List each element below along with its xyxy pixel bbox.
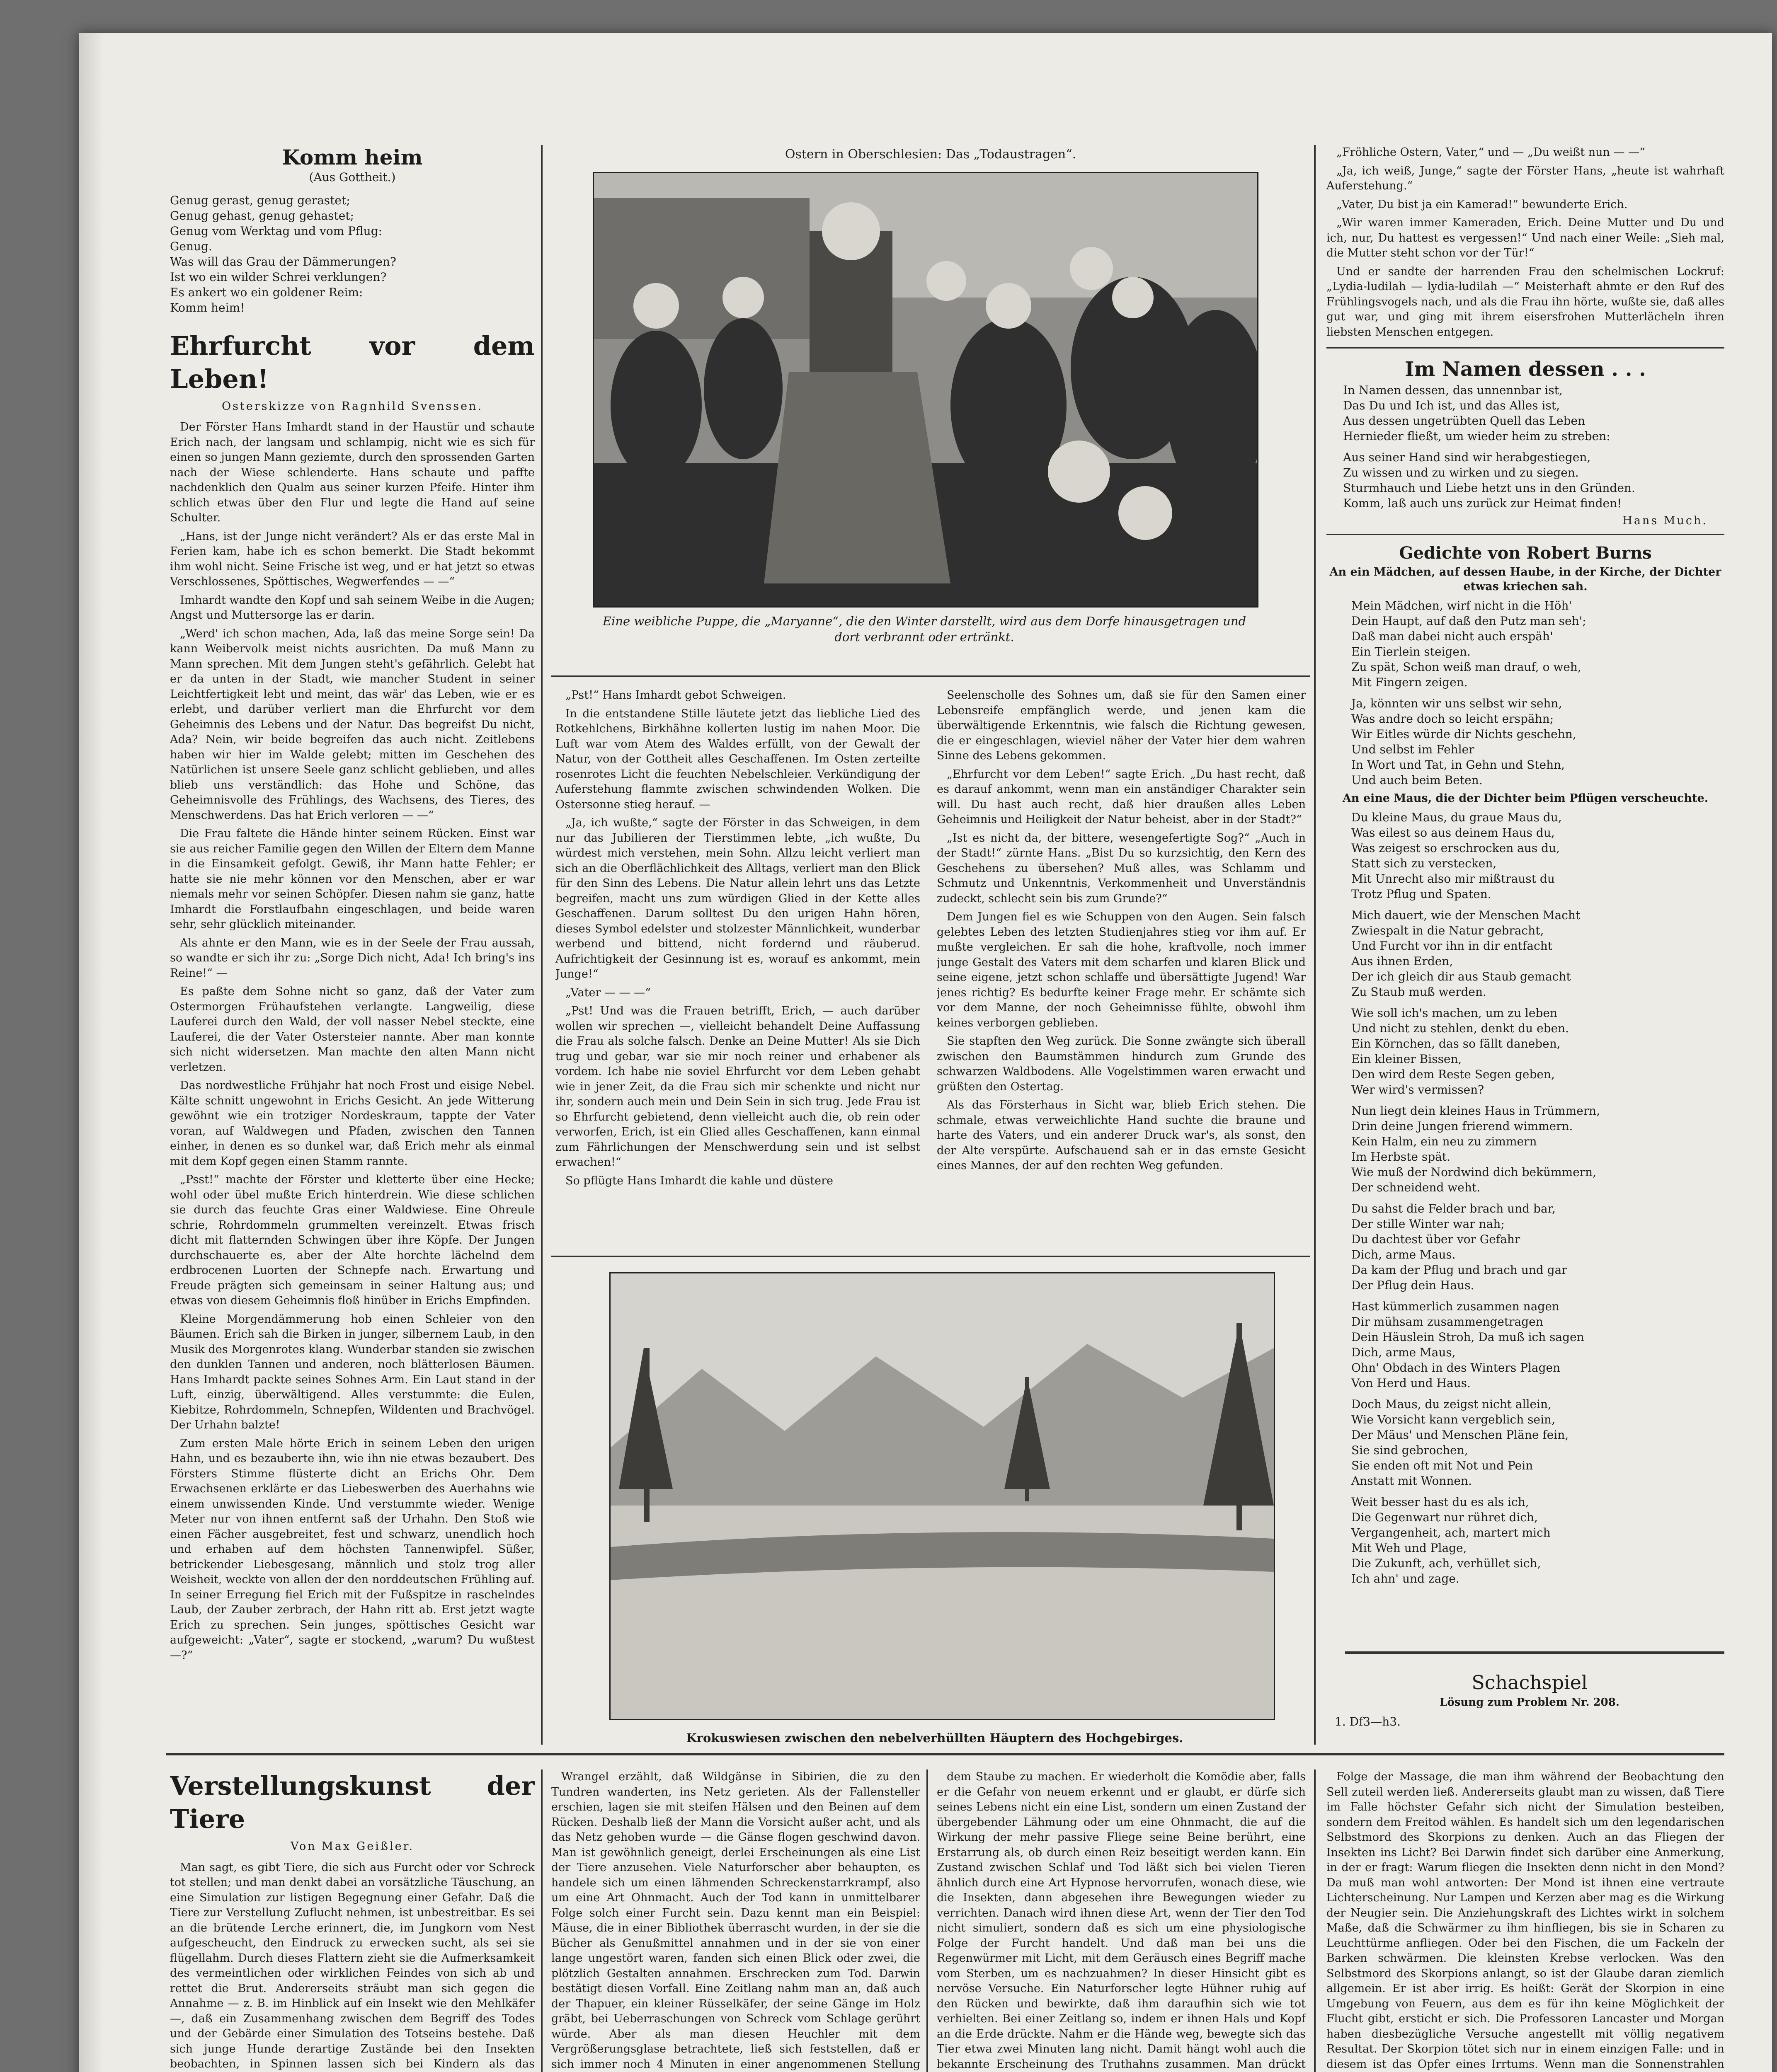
story-paragraph: Es paßte dem Sohne nicht so ganz, daß der Vater zum Ostermorgen Frühaufstehen verlangte. Langweilig, diese Lauferei durch den Wald, der voll nasser Nebel steckte, eine Lauferei, die der Vater Ostersteier nannte. Aber man konnte sich nicht widersetzen. Man machte den alten Mann nicht verletzen. xyxy=(170,985,535,1074)
poem-line: Trotz Pflug und Spaten. xyxy=(1351,887,1491,901)
poem-line: Sie sind gebrochen, xyxy=(1351,1443,1468,1457)
column-rule xyxy=(926,1769,928,2072)
story-paragraph: Als ahnte er den Mann, wie es in der Seele der Frau aussah, so wandte er sich ihr zu: „Sorge Dich nicht, Ada! Ich bring's ins Reine!“ — xyxy=(170,936,535,980)
bottom-column-1 xyxy=(170,1769,535,2072)
poem2-body xyxy=(1326,382,1724,511)
story-paragraph: Und er sandte der harrenden Frau den schelmischen Lockruf: „Lydia-ludilah — lydia-ludilah —“ Meisterhaft ahmte er den Ruf des Frühlingsvogels nach, und als die Frau ihn hörte, wußte sie, daß alles gut war, und ging mit ihrem eisersfrohen Mutterlächeln ihren liebsten Menschen entgegen. xyxy=(1326,265,1724,339)
photo-crowd-image xyxy=(594,173,1257,606)
story-paragraph: Die Frau faltete die Hände hinter seinem Rücken. Einst war sie aus reicher Familie gegen den Willen der Eltern dem Manne in die Einsamkeit gefolgt. Gewiß, ihr Mann hatte Fehler; er hatte sie nie mehr können vor den Menschen, aber er war niemals mehr vor seinen Schöpfer. Diesen nahm sie ganz, hatte Imhardt die Forstlaufbahn eingeschlagen, und beide waren sehr, sehr glücklich miteinander. xyxy=(170,827,535,931)
poem-line: Und Furcht vor ihn in dir entfacht xyxy=(1351,939,1552,953)
poem-line: Mit Weh und Plage, xyxy=(1351,1541,1467,1555)
photo-landscape-image xyxy=(611,1273,1274,1719)
poem-line: Und auch beim Beten. xyxy=(1351,773,1483,787)
column-rule xyxy=(1314,145,1316,1745)
poem-line: Wer wird's vermissen? xyxy=(1351,1082,1484,1097)
story-paragraph: „Vater — — —“ xyxy=(565,986,651,999)
column-rule xyxy=(1314,1769,1316,2072)
poem-line: Dir mühsam zusammengetragen xyxy=(1351,1314,1543,1329)
story-paragraph: Zum ersten Male hörte Erich in seinem Leben den urigen Hahn, und es bezauberte ihn, wie ihn nie etwas bezaubert. Des Försters Stimme flüsterte dicht an Erichs Ohr. Dem Erwachsenen erklärte er das Liebeswerben des Auerhahns wie einem unwissenden Kinde. Und verstummte wieder. Wenige Meter nur von ihnen entfernt saß der Urhahn. Den Stoß wie einen Fächer ausgebreitet, fest und schwarz, unendlich hoch und erhaben auf dem höchsten Tannenwipfel. Süßer, betrickender Liebesgesang, männlich und stolz trog aller Weisheit, weckte von allen der den norddeutschen Frühling auf. In seiner Erregung fiel Erich mit der Fußspitze in raschelndes Laub, der Zauber zerbrach, der Hahn ritt ab. Erst jetzt wagte Erich zu sprechen. Sein junges, spöttisches Gesicht war aufgeweicht: „Vater“, sagte er stockend, „warum? Du wußtest —?“ xyxy=(170,1437,535,1662)
story-paragraph: „Ja, ich wußte,“ sagte der Förster in das Schweigen, in dem nur das Jubilieren der Tierstimmen lebte, „ich wußte, Du würdest mich verstehen, mein Sohn. Allzu leicht verliert man sich an die Oberflächlichkeit des Alltags, verliert man den Blick für den Sinn des Lebens. Die Natur allein lehrt uns das Letzte begreifen, macht uns zum würdigen Glied in der Kette alles Geschaffenen. Darum solltest Du den urigen Hahn hören, dieses Symbol edelster und stolzester Männlichkeit, wunderbar werbend und bittend, nicht fordernd und räuberud. Aufrichtigkeit der Gesinnung ist es, worauf es ankommt, mein Junge!“ xyxy=(555,816,920,980)
poem-line: Von Herd und Haus. xyxy=(1351,1376,1471,1390)
burns-subtitle-1: An ein Mädchen, auf dessen Haube, in der Kirche, der Dichter etwas kriechen sah. xyxy=(1329,565,1721,593)
bottom-section-rule xyxy=(166,1753,1724,1755)
poem-line: Was eilest so aus deinem Haus du, xyxy=(1351,825,1555,840)
poem-line: Genug gerast, genug gerastet; xyxy=(170,193,350,207)
poem-line: Kein Halm, ein neu zu zimmern xyxy=(1351,1134,1537,1148)
poem-line: Dein Haupt, auf daß den Putz man seh'; xyxy=(1351,614,1586,628)
poem-line: Im Herbste spät. xyxy=(1351,1150,1451,1164)
poem-line: Wir Eitles würde dir Nichts geschehn, xyxy=(1351,727,1576,741)
poem-line: Wie Vorsicht kann vergeblich sein, xyxy=(1351,1412,1555,1426)
poem-line: Du dachtest über vor Gefahr xyxy=(1351,1232,1520,1246)
poem-line xyxy=(1351,1293,1724,1299)
story-paragraph: Sie stapften den Weg zurück. Die Sonne zwängte sich überall zwischen den Baumstämmen hindurch zum Grunde des schwarzen Waldbodens. Alle Vogelstimmen waren erwacht und grüßten den Ostertag. xyxy=(937,1035,1306,1093)
poem-line xyxy=(1351,1000,1724,1005)
poem-line: Mit Fingern zeigen. xyxy=(1351,675,1468,689)
story-paragraph: Kleine Morgendämmerung hob einen Schleier von den Bäumen. Erich sah die Birken in junger, silbernem Laub, in den Musik des Morgenrotes klang. Wunderbar standen sie zwischen den dunklen Tannen und anderen, noch blätterlosen Bäumen. Hans Imhardt packte seines Sohnes Arm. Ein Laut stand in der Luft, einzig, überwältigend. Alles verstummte: die Eulen, Kiebitze, Rohrdommeln, Schnepfen, Wildenten und Brachvögel. Der Urhahn balzte! xyxy=(170,1312,535,1431)
poem-line: Zu Staub muß werden. xyxy=(1351,985,1486,999)
poem-line xyxy=(1351,1097,1724,1103)
poem-line: In Namen dessen, das unnennbar ist, xyxy=(1343,383,1563,397)
story-paragraph: „Hans, ist der Junge nicht verändert? Als er das erste Mal in Ferien kam, habe ich es schon bemerkt. Die Stadt bekommt ihm wohl nicht. Seine Frische ist weg, und er hat jetzt so etwas Verschlossenes, Spöttisches, Wegwerfendes — —“ xyxy=(170,530,535,588)
article-title: Verstellungskunst der Tiere xyxy=(170,1771,535,1834)
poem-line: Genug. xyxy=(170,239,212,253)
story-paragraph: „Ist es nicht da, der bittere, wesengefertigte Sog?“ „Auch in der Stadt!“ zürnte Hans. „Bist Du so kurzsichtig, den Kern des Geschehens zu übersehen? Muß alles, was Schlamm und Schmutz und Unkenntnis, Verkommenheit und Unverständnis zudeckt, schlecht sein bis zum Grunde?“ xyxy=(937,831,1306,905)
poem-line: Ohn' Obdach in des Winters Plagen xyxy=(1351,1360,1561,1375)
poem-line: Dich, arme Maus. xyxy=(1351,1247,1456,1261)
photo-caption-2: Krokuswiesen zwischen den nebelverhüllten Häuptern des Hochgebirges. xyxy=(686,1731,1183,1745)
article-text-3: dem Staube zu machen. Er wiederholt die Komödie aber, falls er die Gefahr von neuem erkennt und er glaubt, er dürfe sich seines Lebens nicht ein eine List, sondern um einen Zustand der übergebender Lähmung oder um eine Ohnmacht, die auf die Wirkung der mehr passive Fliege seine Beine berührt, eine Erstarrung als, ob durch einen Reiz beseitigt werden kann. Ein Zustand zwischen Schlaf und Tod läßt sich bei vielen Tieren ähnlich durch eine Art Hypnose hervorrufen, wonach diese, wie die Insekten, dann abgesehen ihre Bewegungen wieder zu verrichten. Danach wird ihnen diese Art, wenn der Tier den Tod nicht simuliert, sondern daß es sich um eine physiologische Folge der Furcht handelt. Und daß man bei uns die Regenwürmer mit Licht, mit dem Geräusch eines Begriff mache vom Sterben, um es nachzuahmen? In dieser Hinsicht gibt es nervöse Versuche. Ein Naturforscher legte Hühner ruhig auf den Rücken und bewirkte, daß ihm daraufhin sich wie tot verhielten. Bei einer Zeitlang so, indem er ihnen Hals und Kopf an die Erde drückte. Nahm er die Hände weg, bewegte sich das Tier etwa zwei Minuten lang nicht. Damit hängt wohl auch die bekannte Erscheinung des Truthahns zusammen. Man drückt xyxy=(937,1770,1306,2071)
poem-line: Vergangenheit, ach, martert mich xyxy=(1351,1525,1551,1539)
poem-line: Du kleine Maus, du graue Maus du, xyxy=(1351,810,1562,824)
poem-line: Die Zukunft, ach, verhüllet sich, xyxy=(1351,1556,1541,1570)
poem-line: Wie soll ich's machen, um zu leben xyxy=(1351,1006,1557,1020)
poem-line: Genug vom Werktag und vom Pflug: xyxy=(170,224,383,238)
article-author: Von Max Geißler. xyxy=(290,1840,415,1853)
poem-line: Der stille Winter war nah; xyxy=(1351,1217,1505,1231)
poem-line: Aus dessen ungetrübten Quell das Leben xyxy=(1343,414,1585,428)
crocus-meadow-photo xyxy=(609,1272,1275,1720)
poem-line: Wie muß der Nordwind dich bekümmern, xyxy=(1351,1165,1597,1179)
story-paragraph: Der Förster Hans Imhardt stand in der Haustür und schaute Erich nach, der langsam und schlampig, nicht wie es sich für einen so jungen Mann geziemte, durch den sprossenden Garten nach der Wiese schlenderte. Hans schaute und paffte nachdenklich den Qualm aus seiner kurzen Pfeife. Hinter ihm schlich etwas über den Flur und legte die Hand auf seine Schulter. xyxy=(170,421,535,524)
poem-line: Hernieder fließt, um wieder heim zu streben: xyxy=(1343,429,1610,443)
story-paragraph: Seelenscholle des Sohnes um, daß sie für den Samen einer Lebensreife empfänglich werde, und jenen kam die überwältigende Erkenntnis, wie falsch die Richtung gewesen, die er eingeschlagen, wieviel näher der Vater hier dem wahren Sinne des Lebens gekommen. xyxy=(937,689,1306,762)
story-title: Ehrfurcht vor dem Leben! xyxy=(170,330,535,394)
story-paragraph: „Ehrfurcht vor dem Leben!“ sagte Erich. „Du hast recht, daß es darauf ankommt, wenn man ein anständiger Charakter sein will. Du hast auch recht, daß hier draußen alles Leben Geheimnis und Heiligkeit der Natur beheist, aber in der Stadt?“ xyxy=(937,767,1306,826)
story-paragraph: „Fröhliche Ostern, Vater,“ und — „Du weißt nun — —“ xyxy=(1336,146,1645,159)
story-paragraph: „Psst!“ machte der Förster und kletterte über eine Hecke; wohl oder übel mußte Erich hinterdrein. Wie diese schlichen sie durch das feuchte Gras einer Waldwiese. Eine Ohreule schrie, Rohrdommeln grummelten vereinzelt. Etwas frisch dicht mit flatternden Schwingen über ihre Köpfe. Der Jungen durchschauerte es, aber der Alte horchte lächelnd dem erdbrocenen Luorten der Schnepfe nach. Erwartung und Freude prägten sich gemeinsam in seiner Haltung aus; und etwas von diesem Geheimnis floß hinüber in Erichs Empfinden. xyxy=(170,1173,535,1307)
poem-line xyxy=(1351,690,1724,696)
poem-line: Zwiespalt in die Natur gebracht, xyxy=(1351,923,1544,937)
chess-subtitle: Lösung zum Problem Nr. 208. xyxy=(1440,1696,1619,1709)
story-paragraph: „Vater, Du bist ja ein Kamerad!“ bewunderte Erich. xyxy=(1336,198,1628,211)
photo-caption-1: Eine weibliche Puppe, die „Maryanne“, die den Winter darstellt, wird aus dem Dorfe hinausgetragen und dort verbrannt oder ertränkt. xyxy=(602,614,1246,644)
story-continuation-left xyxy=(555,688,920,1188)
poem-line: Genug gehast, genug gehastet; xyxy=(170,208,354,223)
burns-poem-1 xyxy=(1326,598,1724,788)
article-text-2: Wrangel erzählt, daß Wildgänse in Sibirien, die zu den Tundren wanderten, ins Netz gerieten. Als der Fallensteller erschien, lagen sie mit steifen Hälsen und den Beinen auf dem Rücken. Deshalb ließ der Mann die Vorsicht außer acht, und als das Netz gehoben wurde — die Gänse flogen geschwind davon. Man ist gewöhnlich geneigt, derlei Erscheinungen als eine List der Tiere anzusehen. Viele Naturforscher aber behaupten, es handele sich um einen lähmenden Schreckenstarrkrampf, also um eine Art Ohnmacht. Auch der Tod kann in unmittelbarer Folge solch einer Furcht sein. Dazu kennt man ein Beispiel: Mäuse, die in einer Bibliothek überrascht wurden, in der sie die Bücher als Genußmittel annahmen und in der sie von einer lange ungestört waren, fanden sich einen Blick oder zwei, die plötzlich Gestalten annahmen. Erschrecken zum Tod. Darwin bestätigt diesen Vorfall. Eine Zeitlang nahm man an, daß auch der Thapuer, ein kleiner Rüsselkäfer, der seine Gänge im Holz gräbt, bei Ueberraschungen von Schreck vom Schlage gerührt würde. Aber als man diesen Heuchler mit dem Vergrößerungsglase betrachtete, ließ sich feststellen, daß er sich immer noch 4 Minuten in einer angenommenen Stellung xyxy=(551,1770,920,2071)
poem-line: Ein kleiner Bissen, xyxy=(1351,1052,1462,1066)
poem-line: Anstatt mit Wonnen. xyxy=(1351,1474,1472,1488)
poem-line: Aus seiner Hand sind wir herabgestiegen, xyxy=(1343,450,1591,464)
poem2-title: Im Namen dessen . . . xyxy=(1405,358,1646,381)
chess-solution: 1. Df3—h3. xyxy=(1335,1714,1401,1728)
story-paragraph: Imhardt wandte den Kopf und sah seinem Weibe in die Augen; Angst und Muttersorge las er darin. xyxy=(170,593,535,622)
bottom-column-3 xyxy=(937,1769,1306,2072)
poem-line: Daß man dabei nicht auch erspäh' xyxy=(1351,629,1553,643)
poem-line xyxy=(1351,1489,1724,1494)
poem-line: Weit besser hast du es als ich, xyxy=(1351,1495,1529,1509)
poem-line: Die Gegenwart nur rühret dich, xyxy=(1351,1510,1538,1524)
burns-subtitle-2: An eine Maus, die der Dichter beim Pflügen verscheuchte. xyxy=(1342,792,1709,805)
photo-headline: Ostern in Oberschlesien: Das „Todaustragen“. xyxy=(785,147,1076,162)
poem-title: Komm heim xyxy=(282,145,423,169)
chess-title: Schachspiel xyxy=(1472,1671,1588,1694)
article-text-4: Folge der Massage, die man ihm während der Beobachtung den Sell zuteil werden ließ. Andererseits glaubt man zu wissen, daß Tiere im Falle höchster Gefahr sich nicht der Simulation besteiben, sondern dem Freitod wählen. Es handelt sich um den legendarischen Selbstmord des Skorpions zu denken. Auch an das Fliegen der Insekten ins Licht? Bei Darwin findet sich darüber eine Anmerkung, in der er fragt: Warum fliegen die Insekten denn nicht in den Mond? Da muß man wohl antworten: Der Mond ist ihnen eine vertraute Lichterscheinung. Nur Lampen und Kerzen aber mag es die Wirkung der Neugier sein. Die Anziehungskraft des Lichtes wirkt in solchem Maße, daß die Schwärmer zu ihm hinfliegen, bis sie in Scharen zu Leuchttürme anfliegen. Oder bei den Fischen, die um Fackeln der Barken schwärmen. Die kleinsten Krebse verlocken. Was den Selbstmord des Skorpions anlangt, so ist der Glaube daran ziemlich allgemein. Er ist aber irrig. Es heißt: Gerät der Skorpion in eine Umgebung von Feuern, aus dem es für ihn keine Möglichkeit der Flucht gibt, ersticht er sich. Die Professoren Lancaster und Morgan haben diesbezügliche Versuche angestellt mit völlig negativem Resultat. Der Skorpion tötet sich nur in einem einzigen Falle: und in diesem ist das Opfer eines Irrtums. Wenn man die Sonnenstrahlen xyxy=(1326,1770,1724,2071)
burns-title: Gedichte von Robert Burns xyxy=(1399,543,1652,563)
poem-line: Doch Maus, du zeigst nicht allein, xyxy=(1351,1397,1552,1411)
story-ending xyxy=(1326,145,1724,340)
story-author: Osterskizze von Ragnhild Svenssen. xyxy=(221,399,483,413)
poem-line xyxy=(1351,902,1724,908)
section-rule xyxy=(551,675,1310,677)
column-2-right xyxy=(937,688,1306,1247)
poem-line: Hast kümmerlich zusammen nagen xyxy=(1351,1299,1559,1313)
bottom-column-2 xyxy=(551,1769,920,2072)
story-paragraph: So pflügte Hans Imhardt die kahle und düstere xyxy=(565,1174,833,1187)
poem-line: In Wort und Tat, in Gehn und Stehn, xyxy=(1351,758,1565,772)
column-rule xyxy=(541,1769,543,2072)
poem-line: Ja, könnten wir uns selbst wir sehn, xyxy=(1351,696,1562,710)
poem-line: Der Pflug dein Haus. xyxy=(1351,1278,1474,1292)
poem-line: Der Mäus' und Menschen Pläne fein, xyxy=(1351,1428,1569,1442)
story-paragraph: Als das Försterhaus in Sicht war, blieb Erich stehen. Die schmale, etwas verweichlichte Hand suchte die braune und harte des Vaters, und ein anderer Druck war's, als sonst, den der Alte verspürte. Aufschauend sah er in das ernste Gesicht eines Mannes, der auf den rechten Weg gefunden. xyxy=(937,1099,1306,1172)
poem-line: Der ich gleich dir aus Staub gemacht xyxy=(1351,969,1571,983)
story-paragraph: „Wir waren immer Kameraden, Erich. Deine Mutter und Du und ich, nur, Du hattest es vergessen!“ Und nach einer Weile: „Sieh mal, die Mutter steht schon vor der Tür!“ xyxy=(1326,216,1724,259)
poem-line: Komm, laß auch uns zurück zur Heimat finden! xyxy=(1343,496,1622,510)
column-1 xyxy=(170,145,535,1749)
poem-line: Nun liegt dein kleines Haus in Trümmern, xyxy=(1351,1104,1600,1118)
poem-line: Sie enden oft mit Not und Pein xyxy=(1351,1458,1533,1472)
poem-line xyxy=(1351,1195,1724,1201)
story-paragraph: „Pst! Und was die Frauen betrifft, Erich, — auch darüber wollen wir sprechen —, vielleicht behandelt Deine Auffassung die Frau als solche falsch. Denke an Deine Mutter! Als sie Dich trug und gebar, war sie mir noch reiner und erhabener als vordem. Ich habe nie soviel Ehrfurcht vor dem Leben gehabt wie in jener Zeit, da die Frau sich mir schenkte und nicht nur ihr, sondern auch mein und Dein Sein in sich trug. Jede Frau ist so Ehrfurcht gebietend, denn vielleicht auch die, ob rein oder verworfen, Erich, ist ein Glied alles Geschaffenen, kann einmal zum Fährlichungen der Menschwerdung sein und ist selbst erwachen!“ xyxy=(555,1005,920,1169)
poem-line: Du sahst die Felder brach und bar, xyxy=(1351,1201,1556,1215)
chess-section xyxy=(1335,1670,1724,1753)
section-rule xyxy=(1326,347,1724,349)
poem-line xyxy=(1343,444,1724,450)
bottom-column-4 xyxy=(1326,1769,1724,2072)
poem-line: Und nicht zu stehlen, denkt du eben. xyxy=(1351,1021,1569,1035)
poem-line: Mein Mädchen, wirf nicht in die Höh' xyxy=(1351,598,1572,612)
poem-line: Aus ihnen Erden, xyxy=(1351,954,1453,968)
poem-line: Dein Häuslein Stroh, Da muß ich sagen xyxy=(1351,1330,1584,1344)
column-2-left xyxy=(555,688,920,1247)
section-rule xyxy=(1326,534,1724,535)
poem-line: Drin deine Jungen frierend wimmern. xyxy=(1351,1119,1573,1133)
poem-line: Der schneidend weht. xyxy=(1351,1180,1481,1194)
poem-line: Statt sich zu verstecken, xyxy=(1351,856,1497,870)
poem-line: Ein Tierlein steigen. xyxy=(1351,644,1471,658)
poem-line: Was zeigest so erschrocken aus du, xyxy=(1351,841,1560,855)
story-paragraph: In die entstandene Stille läutete jetzt das liebliche Lied des Rotkehlchens, Birkhähne kollerten lustig im nahen Moor. Die Luft war vom Atem des Waldes erfüllt, von der Gewalt der Natur, von der Gottheit alles Geschaffenen. Im Osten zerteilte rosenrotes Licht die feuchten Nebelschleier. Verkündigung der Auferstehung flammte zwischen schwindenden Wolken. Die Ostersonne stieg herauf. — xyxy=(555,707,920,811)
poem-line: Zu spät, Schon weiß man drauf, o weh, xyxy=(1351,660,1581,674)
story-body xyxy=(170,420,535,1663)
poem-body xyxy=(170,193,535,315)
section-rule xyxy=(1345,1651,1724,1654)
poem-line: Was andre doch so leicht erspähn; xyxy=(1351,712,1554,726)
story-paragraph: „Werd' ich schon machen, Ada, laß das meine Sorge sein! Da kann Weibervolk meist nichts ausrichten. Da muß Mann zu Mann sprechen. Mit dem Jungen steht's gefährlich. Gelebt hat er da unten in der Stadt, wie mancher Student in seiner Leichtfertigkeit lebt und meint, das wär' das Leben, wie er es erlebt, und darüber verliert man die Ehrfurcht vor dem Geheimnis des Lebens und der Natur. Das begreifst Du nicht, Ada? Nein, wir beide begreifen das auch nicht. Zeitlebens haben wir hier im Walde gelebt; mitten im Geschehen des Natürlichen ist unsere Seele ganz schlicht geblieben, und alles blieb uns verständlich: das Hohe und Schöne, das Geheimnisvolle des Frühlings, des Wachsens, des Tieres, des Menschwerdens. Das hat Erich verloren — —“ xyxy=(170,627,535,822)
poem-line: Was will das Grau der Dämmerungen? xyxy=(170,254,396,269)
poem-line: Ist wo ein wilder Schrei verklungen? xyxy=(170,270,387,284)
story-paragraph: „Pst!“ Hans Imhardt gebot Schweigen. xyxy=(565,689,786,702)
poem-line: Ein Körnchen, das so fällt daneben, xyxy=(1351,1036,1561,1051)
column-rule xyxy=(541,145,543,1745)
poem-line: Mich dauert, wie der Menschen Macht xyxy=(1351,908,1581,922)
story-paragraph: „Ja, ich weiß, Junge,“ sagte der Förster Hans, „heute ist wahrhaft Auferstehung.“ xyxy=(1326,164,1724,192)
story-continuation-right xyxy=(937,688,1306,1174)
poem-line: Da kam der Pflug und brach und gar xyxy=(1351,1263,1567,1277)
story-paragraph: Das nordwestliche Frühjahr hat noch Frost und eisige Nebel. Kälte schnitt ungewohnt in Erichs Gesicht. An jede Witterung gewöhnt wie ein trotziger Nordeskraum, tappte der Vater voran, auf Waldwegen und Pfaden, zwischen den Tannen einher, in denen es so dunkel war, daß Erich mehr als einmal mit dem Kopf gegen einen Stamm rannte. xyxy=(170,1079,535,1168)
poem-line: Zu wissen und zu wirken und zu siegen. xyxy=(1343,466,1579,479)
poem-line: Den wird dem Reste Segen geben, xyxy=(1351,1067,1555,1081)
easter-custom-photo xyxy=(593,172,1258,608)
poem-line: Dich, arme Maus, xyxy=(1351,1345,1456,1359)
story-paragraph: Dem Jungen fiel es wie Schuppen von den Augen. Sein falsch gelebtes Leben des letzten Studienjahres stieg vor ihm auf. Er mußte vergleichen. Er sah die hohe, kraftvolle, noch immer junge Gestalt des Vaters mit dem scharfen und klaren Blick und seine eigene, jetzt schon schlaffe und übersättigte Jugend! War jenes richtig? Es bedurfte keiner Frage mehr. Er schämte sich vor dem Manne, der noch Geheimnisse fühlte, obwohl ihm keines verborgen geblieben. xyxy=(937,910,1306,1029)
poem-line: Das Du und Ich ist, und das Alles ist, xyxy=(1343,399,1560,412)
poem-line xyxy=(1351,1391,1724,1397)
burns-poem-2 xyxy=(1326,810,1724,1586)
poem-line: Und selbst im Fehler xyxy=(1351,742,1474,756)
poem-line: Mit Unrecht also mir mißtraust du xyxy=(1351,871,1555,886)
poem2-author: Hans Much. xyxy=(1622,514,1708,527)
page-fold-shadow xyxy=(79,33,104,2072)
article-text-1: Man sagt, es gibt Tiere, die sich aus Furcht oder vor Schreck tot stellen; und man denkt dabei an vorsätzliche Täuschung, an eine Simulation zur listigen Begegnung einer Gefahr. Daß die Tiere zur Verstellung Zuflucht nehmen, ist unbestreitbar. Es sei an die brütende Lerche erinnert, die, im Jungkorn vom Nest aufgescheucht, den Eindruck zu erwecken sucht, als sei sie flügellahm. Durch dieses Flattern zieht sie die Aufmerksamkeit des vermeintlichen oder wirklichen Feindes von sich ab und rettet die Brut. Andererseits sträubt man sich gegen die Annahme — z. B. im Hinblick auf ein Insekt wie den Mehlkäfer —, daß ein Zusammenhang zwischen dem Begriff des Todes und der Gebärde einer Simulation des Totseins bestehe. Daß sich junge Hunde derartige Zustände bei den Insekten beobachten, in Spinnen lassen sich bei Kindern als das xyxy=(170,1861,535,2070)
section-rule xyxy=(551,1256,1310,1257)
poem-source: (Aus Gottheit.) xyxy=(309,170,396,184)
poem-line: Ich ahn' und zage. xyxy=(1351,1571,1459,1585)
poem-line: Sturmhauch und Liebe hetzt uns in den Gründen. xyxy=(1343,481,1635,495)
poem-line: Es ankert wo ein goldener Reim: xyxy=(170,285,363,299)
column-3 xyxy=(1326,145,1724,1753)
poem-line: Komm heim! xyxy=(170,300,245,315)
